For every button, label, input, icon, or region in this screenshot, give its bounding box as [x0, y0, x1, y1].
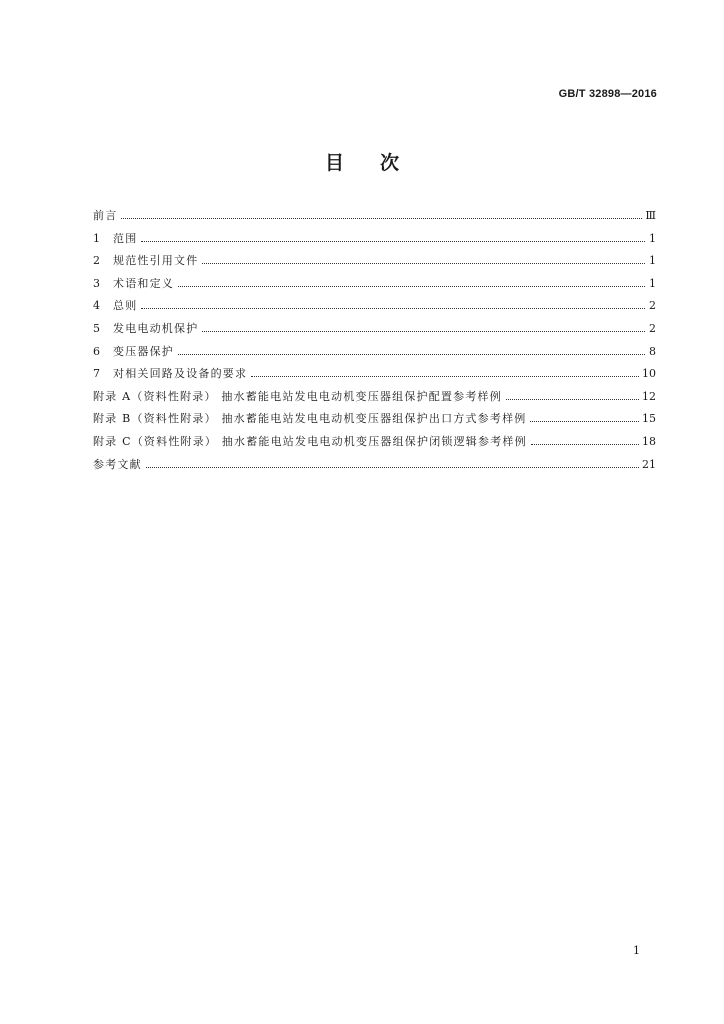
toc-entry-page: 8	[649, 344, 656, 358]
toc-leader-dots	[202, 330, 645, 332]
toc-leader-dots	[531, 443, 639, 445]
toc-leader-dots	[178, 285, 645, 287]
toc-leader-dots	[202, 262, 645, 264]
toc-entry-page: Ⅲ	[645, 209, 656, 222]
toc-entry[interactable]	[93, 228, 656, 251]
standard-code: GB/T 32898—2016	[558, 88, 657, 100]
toc-entry-label: 规范性引用文件	[113, 254, 199, 268]
toc-entry-page: 21	[642, 457, 656, 471]
toc-entry[interactable]	[93, 408, 656, 431]
toc-entry-number: 6	[93, 344, 100, 358]
toc-entry-label: 参考文献	[93, 457, 142, 471]
toc-entry-page: 12	[642, 389, 656, 403]
toc-entry[interactable]	[93, 205, 656, 228]
toc-entry-number: 1	[93, 231, 100, 245]
toc-entry[interactable]	[93, 454, 656, 477]
toc-entry[interactable]	[93, 295, 656, 318]
toc-entry-number: 7	[93, 367, 100, 381]
toc-entry[interactable]	[93, 273, 656, 296]
toc-entry[interactable]	[93, 386, 656, 409]
toc-entry-number: 3	[93, 276, 100, 290]
toc-entry-page: 1	[649, 276, 656, 290]
toc-entry-label: 术语和定义	[113, 276, 174, 290]
toc-entry-page: 18	[642, 434, 656, 448]
toc-entry-page: 1	[649, 231, 656, 245]
toc-entry-label: 对相关回路及设备的要求	[113, 367, 248, 381]
toc-entry[interactable]	[93, 363, 656, 386]
toc-entry-label: 发电电动机保护	[113, 321, 199, 335]
toc-leader-dots	[251, 375, 639, 377]
toc-entry[interactable]	[93, 431, 656, 454]
toc-entry-label: 范围	[113, 231, 138, 245]
toc-entry-page: 15	[642, 412, 656, 426]
toc-entry-page: 2	[649, 299, 656, 313]
toc-entry-label: 变压器保护	[113, 344, 174, 358]
toc-entry-label: 附录 A（资料性附录） 抽水蓄能电站发电电动机变压器组保护配置参考样例	[93, 389, 502, 403]
toc-leader-dots	[146, 466, 639, 468]
toc-leader-dots	[506, 398, 639, 400]
toc-entry-number: 5	[93, 321, 100, 335]
toc-entry[interactable]	[93, 318, 656, 341]
toc-entry[interactable]	[93, 341, 656, 364]
toc-entry-label: 总则	[113, 299, 138, 313]
table-of-contents	[93, 205, 656, 476]
toc-entry-number: 4	[93, 299, 100, 313]
toc-leader-dots	[178, 353, 645, 355]
toc-leader-dots	[121, 217, 642, 219]
toc-leader-dots	[141, 307, 645, 309]
page-title: 目次	[324, 152, 435, 174]
toc-entry-page: 10	[642, 367, 656, 381]
toc-leader-dots	[141, 240, 645, 242]
toc-entry[interactable]	[93, 250, 656, 273]
toc-entry-label: 附录 B（资料性附录） 抽水蓄能电站发电电动机变压器组保护出口方式参考样例	[93, 412, 527, 426]
toc-entry-page: 2	[649, 321, 656, 335]
toc-entry-page: 1	[649, 254, 656, 268]
toc-entry-label: 附录 C（资料性附录） 抽水蓄能电站发电电动机变压器组保护闭锁逻辑参考样例	[93, 434, 527, 448]
page-number: 1	[633, 944, 640, 957]
toc-entry-number: 2	[93, 254, 100, 268]
toc-leader-dots	[530, 420, 639, 422]
toc-entry-label: 前言	[93, 209, 118, 222]
